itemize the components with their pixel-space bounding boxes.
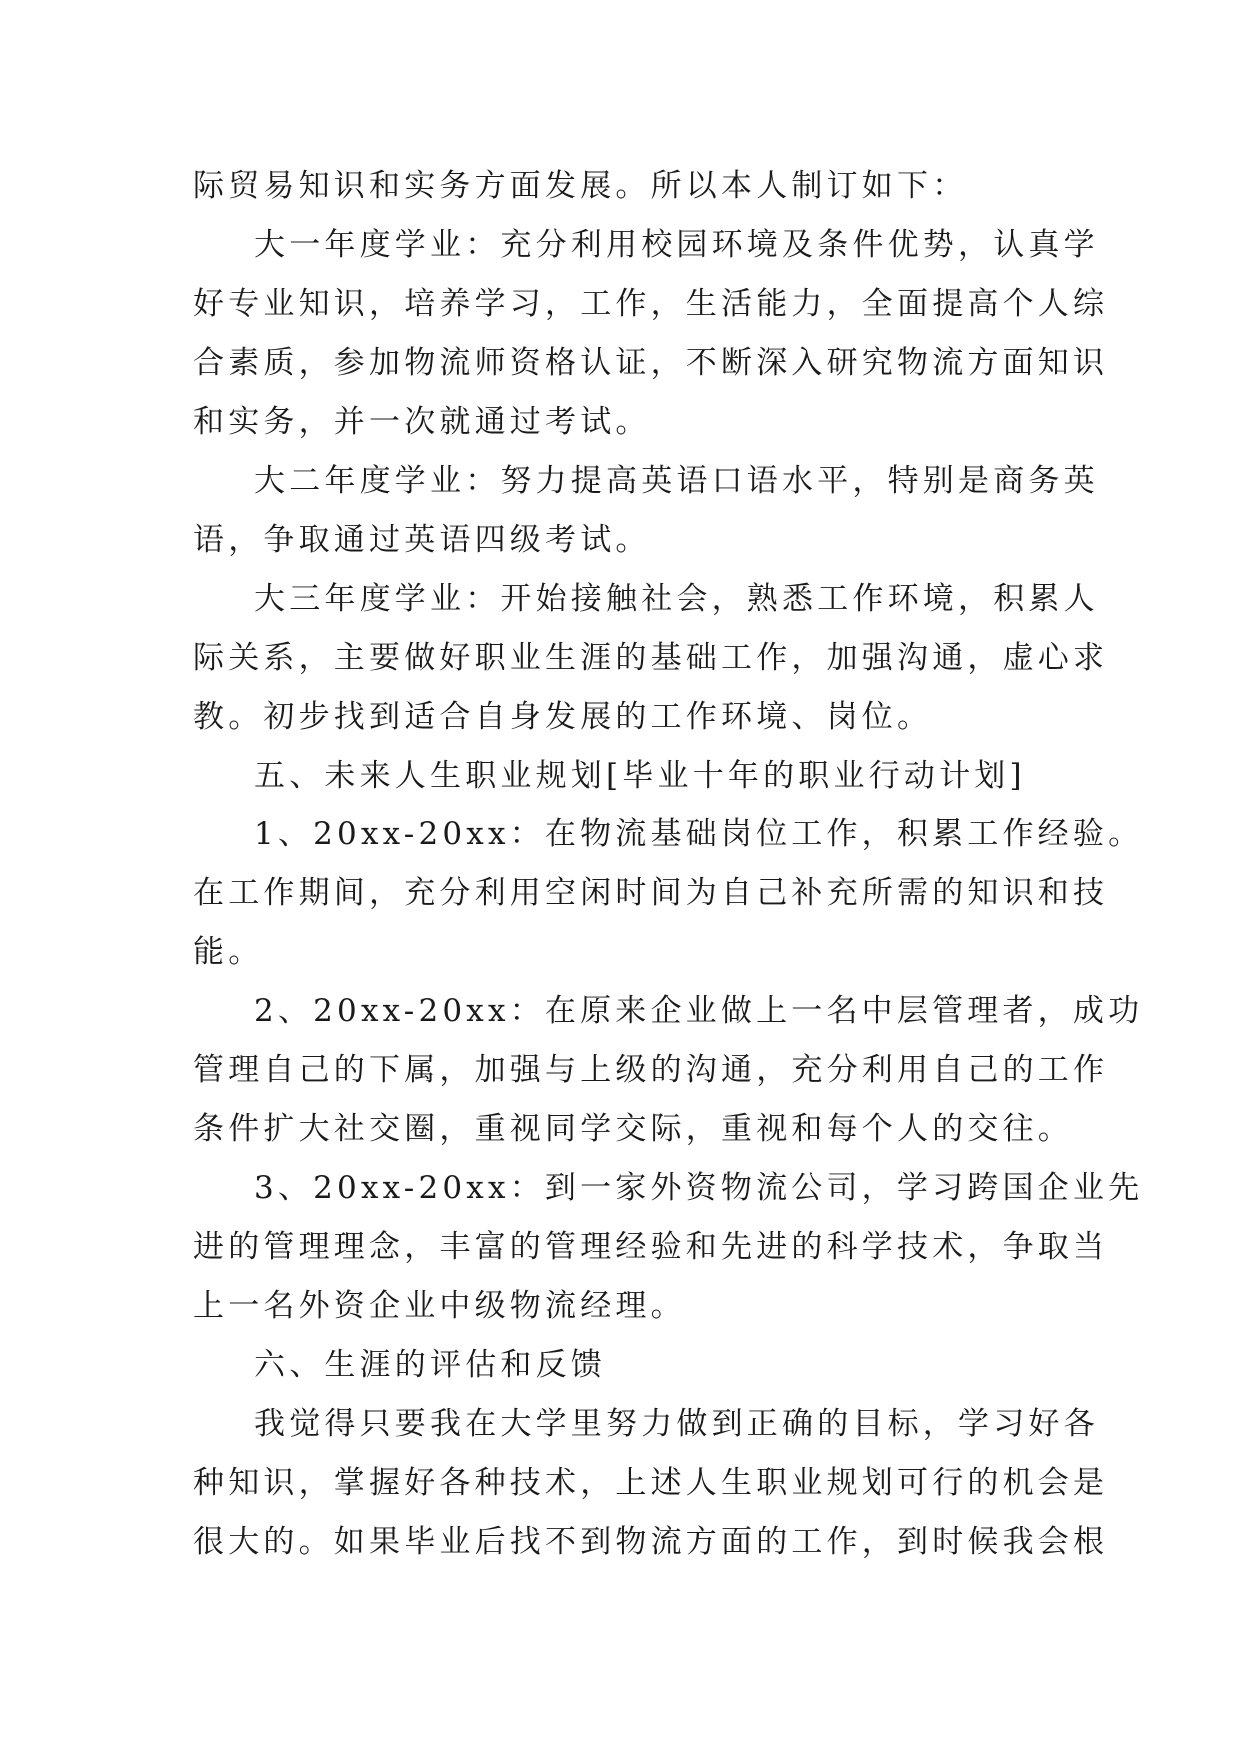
paragraph-line: 2、20xx-20xx：在原来企业做上一名中层管理者，成功 — [254, 993, 1144, 1029]
paragraph-line: 大二年度学业：努力提高英语口语水平，特别是商务英 — [254, 463, 1099, 499]
paragraph-line: 合素质，参加物流师资格认证，不断深入研究物流方面知识 — [193, 345, 1109, 381]
paragraph-line: 语，争取通过英语四级考试。 — [193, 522, 651, 558]
paragraph-line: 在工作期间，充分利用空闲时间为自己补充所需的知识和技 — [193, 875, 1109, 911]
paragraph-line: 进的管理理念，丰富的管理经验和先进的科学技术，争取当 — [193, 1229, 1109, 1265]
section-heading: 六、生涯的评估和反馈 — [254, 1347, 606, 1383]
paragraph-line: 很大的。如果毕业后找不到物流方面的工作，到时候我会根 — [193, 1524, 1109, 1560]
paragraph-line: 好专业知识，培养学习，工作，生活能力，全面提高个人综 — [193, 286, 1109, 322]
paragraph-line: 我觉得只要我在大学里努力做到正确的目标，学习好各 — [254, 1406, 1099, 1442]
paragraph-line: 管理自己的下属，加强与上级的沟通，充分利用自己的工作 — [193, 1052, 1109, 1088]
paragraph-line: 和实务，并一次就通过考试。 — [193, 404, 651, 440]
paragraph-line: 1、20xx-20xx：在物流基础岗位工作，积累工作经验。 — [254, 816, 1144, 852]
paragraph-line: 大三年度学业：开始接触社会，熟悉工作环境，积累人 — [254, 581, 1099, 617]
section-heading: 五、未来人生职业规划[毕业十年的职业行动计划] — [254, 758, 1026, 794]
paragraph-line: 条件扩大社交圈，重视同学交际，重视和每个人的交往。 — [193, 1111, 1073, 1147]
paragraph-line: 际贸易知识和实务方面发展。所以本人制订如下： — [193, 168, 968, 204]
paragraph-line: 教。初步找到适合自身发展的工作环境、岗位。 — [193, 699, 933, 735]
paragraph-line: 际关系，主要做好职业生涯的基础工作，加强沟通，虚心求 — [193, 640, 1109, 676]
paragraph-line: 大一年度学业：充分利用校园环境及条件优势，认真学 — [254, 227, 1099, 263]
paragraph-line: 能。 — [193, 934, 264, 970]
paragraph-line: 3、20xx-20xx：到一家外资物流公司，学习跨国企业先 — [254, 1170, 1144, 1206]
paragraph-line: 上一名外资企业中级物流经理。 — [193, 1288, 686, 1324]
paragraph-line: 种知识，掌握好各种技术，上述人生职业规划可行的机会是 — [193, 1465, 1109, 1501]
